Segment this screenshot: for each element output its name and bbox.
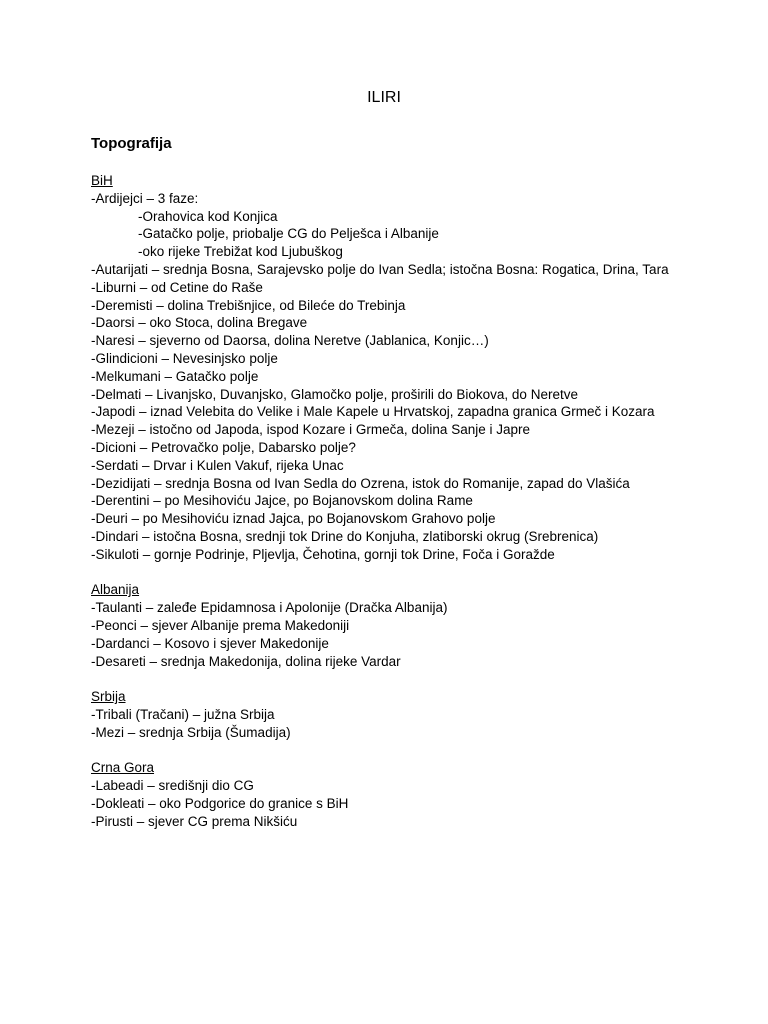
list-item: -Serdati – Drvar i Kulen Vakuf, rijeka Unac	[91, 457, 344, 473]
list-item: -Liburni – od Cetine do Raše	[91, 279, 263, 295]
section-title-albanija: Albanija	[91, 582, 140, 598]
list-item: -Dokleati – oko Podgorice do granice s BiH	[91, 795, 349, 811]
section-gap	[91, 742, 731, 760]
list-item: -Glindicioni – Nevesinjsko polje	[91, 350, 278, 366]
list-item: -Mezi – srednja Srbija (Šumadija)	[91, 724, 291, 740]
section-gap	[91, 564, 731, 582]
list-item-indented: -oko rijeke Trebižat kod Ljubuškog	[138, 244, 343, 260]
document-title: ILIRI	[367, 89, 401, 106]
list-item: -Labeadi – središnji dio CG	[91, 778, 254, 794]
list-item: -Pirusti – sjever CG prema Nikšiću	[91, 813, 298, 829]
section-title-srbija: Srbija	[91, 689, 126, 705]
list-item: -Daorsi – oko Stoca, dolina Bregave	[91, 315, 308, 331]
list-item: -Tribali (Tračani) – južna Srbija	[91, 706, 275, 722]
section-gap	[91, 670, 731, 688]
list-item: -Dindari – istočna Bosna, srednji tok Drine do Konjuha, zlatiborski okrug (Srebrenica)	[91, 528, 599, 544]
list-item-indented: -Gatačko polje, priobalje CG do Pelješca i Albanije	[138, 226, 439, 242]
topography-heading: Topografija	[91, 135, 172, 152]
list-item: -Taulanti – zaleđe Epidamnosa i Apolonije (Dračka Albanija)	[91, 600, 448, 616]
list-item: -Melkumani – Gatačko polje	[91, 368, 259, 384]
list-item: -Sikuloti – gornje Podrinje, Pljevlja, Čehotina, gornji tok Drine, Foča i Goražde	[91, 546, 555, 562]
list-item-indented: -Orahovica kod Konjica	[138, 208, 278, 224]
list-item: -Ardijejci – 3 faze:	[91, 190, 199, 206]
document-body	[91, 172, 731, 830]
list-item: -Deremisti – dolina Trebišnjice, od Bileće do Trebinja	[91, 297, 406, 313]
list-item: -Naresi – sjeverno od Daorsa, dolina Neretve (Jablanica, Konjic…)	[91, 333, 489, 349]
section-title-bih: BiH	[91, 173, 113, 188]
list-item: -Japodi – iznad Velebita do Velike i Male Kapele u Hrvatskoj, zapadna granica Grmeč i Kozara	[91, 404, 655, 420]
list-item: -Delmati – Livanjsko, Duvanjsko, Glamočko polje, proširili do Biokova, do Neretve	[91, 386, 578, 402]
section-title-crna-gora: Crna Gora	[91, 760, 155, 776]
list-item: -Derentini – po Mesihoviću Jajce, po Bojanovskom dolina Rame	[91, 493, 473, 509]
list-item: -Dezidijati – srednja Bosna od Ivan Sedla do Ozrena, istok do Romanije, zapad do Vlašića	[91, 475, 630, 491]
list-item: -Peonci – sjever Albanije prema Makedoniji	[91, 617, 350, 633]
list-item: -Dicioni – Petrovačko polje, Dabarsko polje?	[91, 439, 356, 455]
list-item: -Desareti – srednja Makedonija, dolina rijeke Vardar	[91, 653, 401, 669]
list-item: -Autarijati – srednja Bosna, Sarajevsko polje do Ivan Sedla; istočna Bosna: Rogatica, Drina, Tara	[91, 261, 669, 277]
list-item: -Deuri – po Mesihoviću iznad Jajca, po Bojanovskom Grahovo polje	[91, 511, 496, 527]
list-item: -Dardanci – Kosovo i sjever Makedonije	[91, 635, 329, 651]
list-item: -Mezeji – istočno od Japoda, ispod Kozare i Grmeča, dolina Sanje i Japre	[91, 422, 530, 438]
